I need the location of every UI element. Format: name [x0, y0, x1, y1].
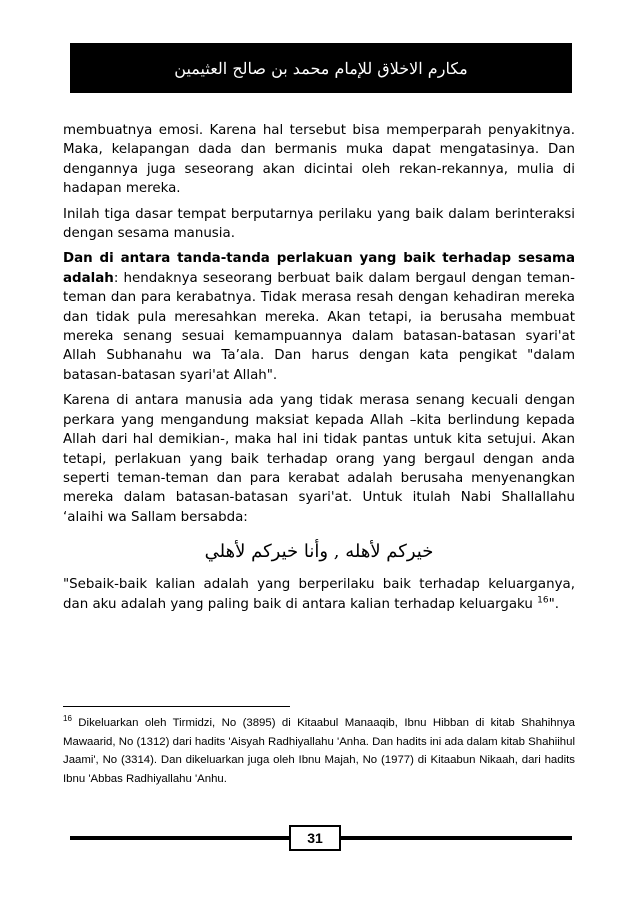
page-number: 31 — [307, 830, 323, 846]
footnote-number: 16 — [63, 714, 72, 724]
paragraph-2: Inilah tiga dasar tempat berputarnya perilaku yang baik dalam berinteraksi dengan sesama manusia. — [63, 206, 575, 242]
footnote-text: Dikeluarkan oleh Tirmidzi, No (3895) di Kitaabul Manaaqib, Ibnu Hibban di kitab Shahihnya Mawaarid, No (1312) dari hadits 'Aisyah Radhiyallahu 'Anha. Dan hadits ini ada dalam kitab Shahiihul Jaami', No (3314). Dan dikeluarkan juga oleh Ibnu Majah, No (1977) di Kitaabun Nikaah, dari hadits Ibnu 'Abbas Radhiyallahu 'Anhu. — [63, 717, 575, 785]
page-number-box — [289, 825, 341, 851]
paragraph-5 — [63, 575, 575, 614]
main-text — [63, 121, 575, 620]
footnote-ref: 16 — [537, 595, 549, 606]
paragraph-5-end: ". — [548, 596, 560, 612]
paragraph-3 — [63, 249, 575, 385]
paragraph-5-text: "Sebaik-baik kalian adalah yang berperilaku baik terhadap keluarganya, dan aku adalah yang paling baik di antara kalian terhadap keluargaku — [63, 577, 575, 612]
paragraph-1: membuatnya emosi. Karena hal tersebut bisa memperparah penyakitnya. Maka, kelapangan dada dan bermanis muka dapat mengatasinya. Dan dengannya juga seseorang akan dicintai oleh rekan-rekannya, mulia di hadapan mereka. — [63, 123, 575, 197]
hadith-arabic: خيركم لأهله , وأنا خيركم لأهلي — [204, 541, 434, 563]
header-title: مكارم الاخلاق للإمام محمد بن صالح العثيمين — [174, 58, 468, 78]
paragraph-3-bold: Dan di antara tanda-tanda perlakuan yang baik terhadap sesama adalah — [63, 251, 575, 286]
paragraph-3-rest: : hendaknya seseorang berbuat baik dalam bergaul dengan teman-teman dan para kerabatnya. Tidak merasa resah dengan kehadiran mereka dan tidak pula meresahkan mereka. Akan tetapi, ia berusaha membuat mereka senang sesuai kemampuannya dalam batasan-batasan syari'at Allah Subhanahu wa Ta’ala. Dan harus dengan kata pengikat "dalam batasan-batasan syari'at Allah". — [63, 270, 575, 383]
paragraph-4: Karena di antara manusia ada yang tidak merasa senang kecuali dengan perkara yang mengandung maksiat kepada Allah –kita berlindung kepada Allah dari hal demikian-, maka hal ini tidak pantas untuk kita setujui. Akan tetapi, perlakuan yang baik terhadap orang yang bergaul dengan anda seperti teman-teman dan para kerabat adalah berusaha menyenangkan mereka dalam batasan-batasan syari'at. Untuk itulah Nabi Shallallahu ‘alaihi wa Sallam bersabda: — [63, 393, 575, 525]
footnote-divider — [63, 706, 290, 707]
footnote — [63, 714, 575, 788]
page-header — [70, 43, 572, 93]
